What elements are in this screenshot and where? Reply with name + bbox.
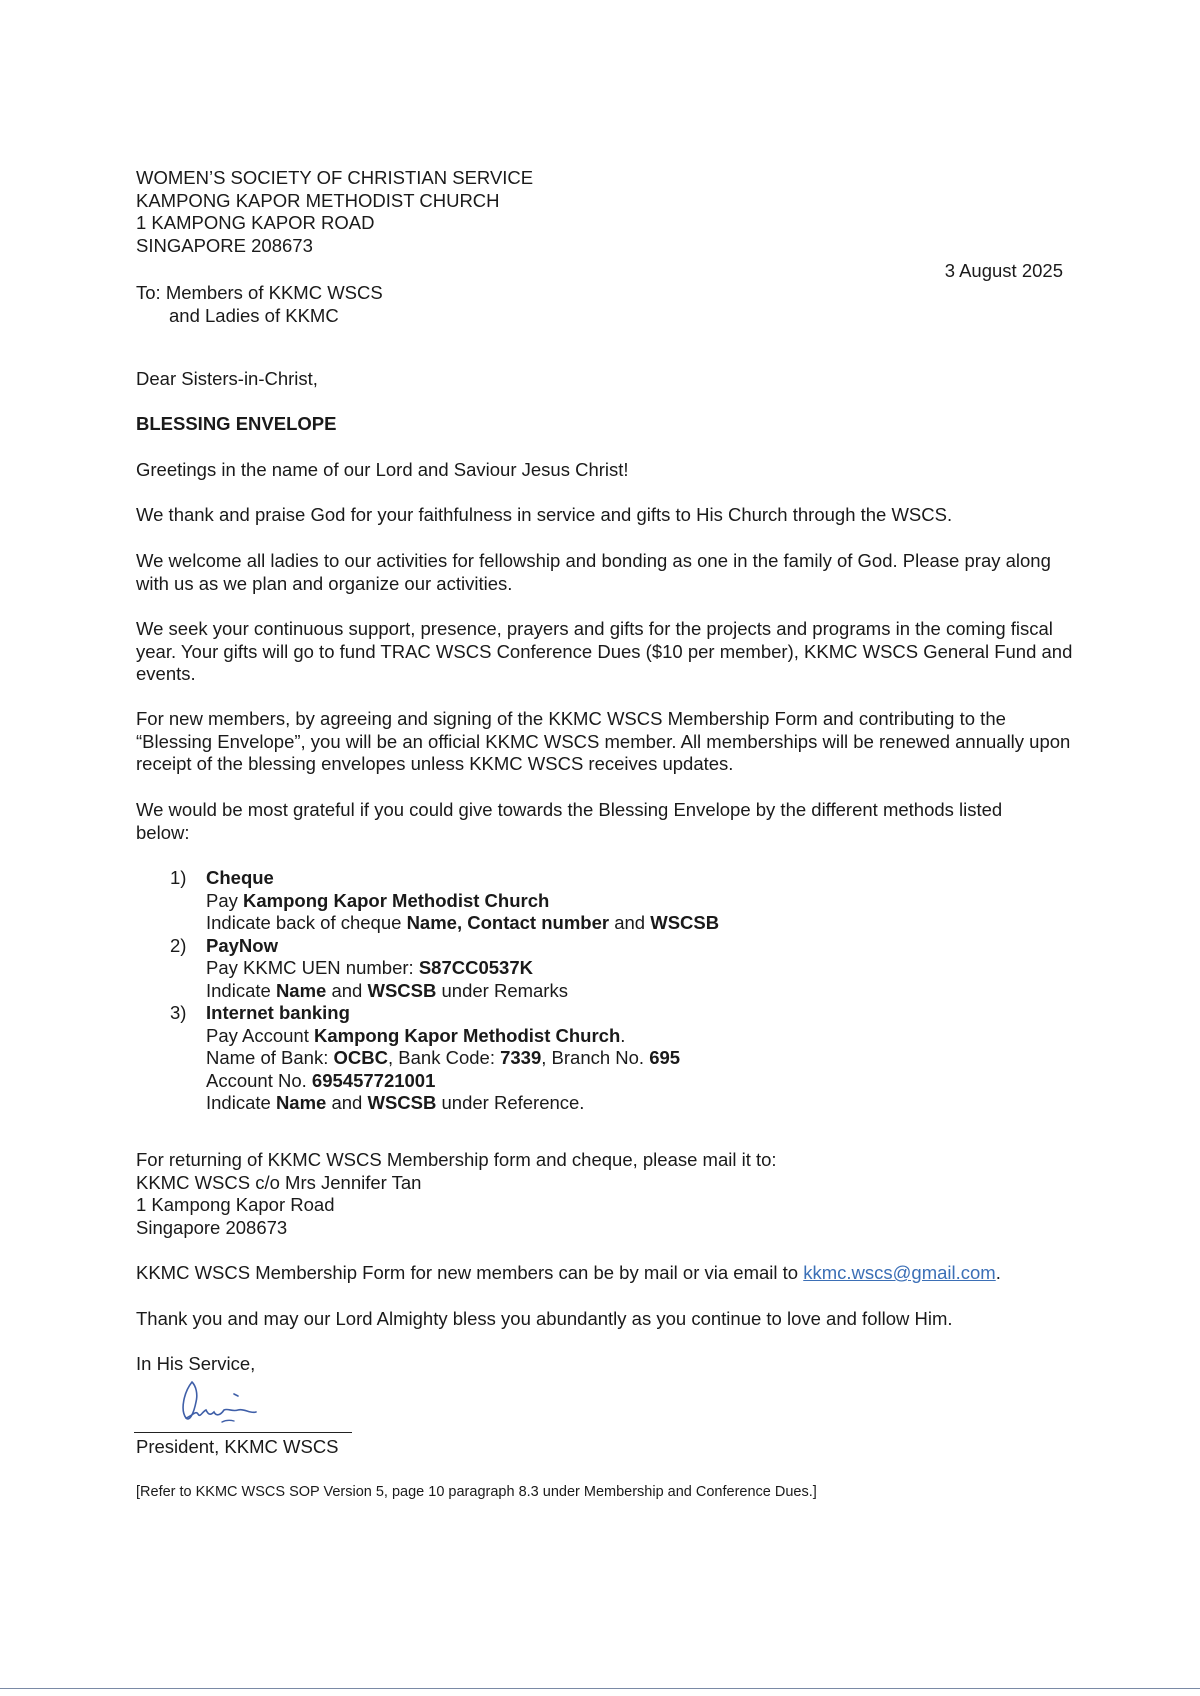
paragraph-welcome: We welcome all ladies to our activities for fellowship and bonding as one in the family of God. Please pray along with us as we plan and organize our activities.: [136, 550, 1051, 594]
method-line: [206, 1025, 1096, 1048]
subject-heading: BLESSING ENVELOPE: [136, 413, 337, 434]
text-span: .: [620, 1024, 626, 1046]
letter-date: 3 August 2025: [944, 260, 1063, 281]
paragraph-thanks: We thank and praise God for your faithfulness in service and gifts to His Church through the WSCS.: [136, 504, 953, 525]
bank-code: 7339: [500, 1047, 542, 1068]
text-span: Indicate: [206, 979, 276, 1001]
account-number: 695457721001: [311, 1069, 436, 1091]
email-link[interactable]: kkmc.wscs@gmail.com: [803, 1262, 996, 1283]
method-line: [206, 1047, 1096, 1070]
signoff: In His Service,: [136, 1353, 256, 1374]
text-span-bold: WSCSB: [367, 1092, 437, 1113]
method-cheque: [136, 867, 1096, 935]
text-span: and: [326, 1092, 368, 1113]
sender-address: [136, 167, 1096, 257]
return-intro: For returning of KKMC WSCS Membership form and cheque, please mail it to:: [136, 1149, 777, 1170]
method-line: [206, 980, 1096, 1003]
text-span: Indicate: [206, 1092, 276, 1113]
return-line: KKMC WSCS c/o Mrs Jennifer Tan: [136, 1171, 422, 1193]
text-span: Pay KKMC UEN number:: [206, 957, 419, 978]
text-span: Pay Account: [206, 1024, 314, 1046]
text-span-bold: WSCSB: [650, 912, 720, 933]
text-span: .: [995, 1262, 1001, 1283]
branch-number: 695: [649, 1047, 681, 1068]
text-span: Name of Bank:: [206, 1047, 334, 1068]
sender-line: WOMEN’S SOCIETY OF CHRISTIAN SERVICE: [136, 167, 534, 188]
payee-name: Kampong Kapor Methodist Church: [243, 889, 550, 911]
text-span: and: [326, 979, 368, 1001]
page-bottom-rule: [0, 1688, 1200, 1689]
return-address-block: [136, 1149, 1096, 1239]
method-number: 1): [170, 867, 187, 888]
text-span: under Reference.: [436, 1092, 585, 1113]
return-line: Singapore 208673: [136, 1216, 288, 1238]
paragraph-support: We seek your continuous support, presence, prayers and gifts for the projects and programs in the coming fiscal year. Your gifts will go to fund TRAC WSCS Conference Dues ($10 per member), KKMC WSCS General Fund and events.: [136, 618, 1073, 684]
payee-name: Kampong Kapor Methodist Church: [313, 1024, 621, 1046]
paragraph-new-members: For new members, by agreeing and signing of the KKMC WSCS Membership Form and contributing to the “Blessing Envelope”, you will be an official KKMC WSCS member. All memberships will be renewed annually upon receipt of the blessing envelopes unless KKMC WSCS receives updates.: [136, 708, 1071, 774]
footnote: [Refer to KKMC WSCS SOP Version 5, page 10 paragraph 8.3 under Membership and Conference Dues.]: [136, 1484, 817, 1500]
text-span: under Remarks: [436, 979, 568, 1001]
payment-methods-list: [136, 867, 1096, 1115]
method-internet-banking: [136, 1002, 1096, 1115]
signature-icon: [134, 1372, 354, 1430]
text-span-bold: WSCSB: [367, 979, 437, 1001]
paragraph-methods-intro: We would be most grateful if you could give towards the Blessing Envelope by the different methods listed below:: [136, 799, 1003, 843]
text-span: and: [609, 912, 651, 933]
method-line: [206, 912, 1096, 935]
method-title: Internet banking: [206, 1002, 350, 1023]
recipient-line: and Ladies of KKMC: [169, 304, 339, 326]
salutation: Dear Sisters-in-Christ,: [136, 368, 318, 389]
text-span: Account No.: [206, 1069, 312, 1091]
uen-number: S87CC0537K: [418, 957, 533, 978]
recipient-line: To: Members of KKMC WSCS: [136, 282, 383, 303]
sender-line: 1 KAMPONG KAPOR ROAD: [136, 212, 375, 233]
email-paragraph: [136, 1262, 1136, 1285]
method-title: PayNow: [206, 934, 278, 956]
text-span: , Branch No.: [541, 1047, 650, 1068]
text-span: , Bank Code:: [388, 1047, 501, 1068]
method-line: [206, 957, 1096, 980]
method-paynow: [136, 935, 1096, 1003]
method-line: [206, 1092, 1096, 1115]
text-span-bold: Name: [275, 979, 327, 1001]
method-number: 3): [170, 1002, 187, 1023]
signature-line: [134, 1432, 352, 1433]
paragraph-greeting: Greetings in the name of our Lord and Saviour Jesus Christ!: [136, 459, 629, 480]
closing-thanks: Thank you and may our Lord Almighty bless you abundantly as you continue to love and follow Him.: [136, 1308, 953, 1329]
return-line: 1 Kampong Kapor Road: [136, 1194, 335, 1215]
text-span: Pay: [206, 889, 244, 911]
recipient-block: [136, 282, 1096, 327]
sender-line: SINGAPORE 208673: [136, 234, 313, 256]
bank-name: OCBC: [333, 1047, 388, 1068]
method-line: [206, 890, 1096, 913]
text-span-bold: Name, Contact number: [406, 912, 610, 933]
text-span: Indicate back of cheque: [206, 912, 407, 933]
method-number: 2): [170, 934, 187, 956]
sender-line: KAMPONG KAPOR METHODIST CHURCH: [136, 189, 500, 211]
method-title: Cheque: [206, 867, 274, 888]
text-span-bold: Name: [275, 1092, 327, 1113]
signature-graphic: [134, 1372, 354, 1430]
text-span: KKMC WSCS Membership Form for new members can be by mail or via email to: [136, 1262, 804, 1283]
signatory-title: President, KKMC WSCS: [136, 1436, 339, 1457]
method-line: [206, 1070, 1096, 1093]
